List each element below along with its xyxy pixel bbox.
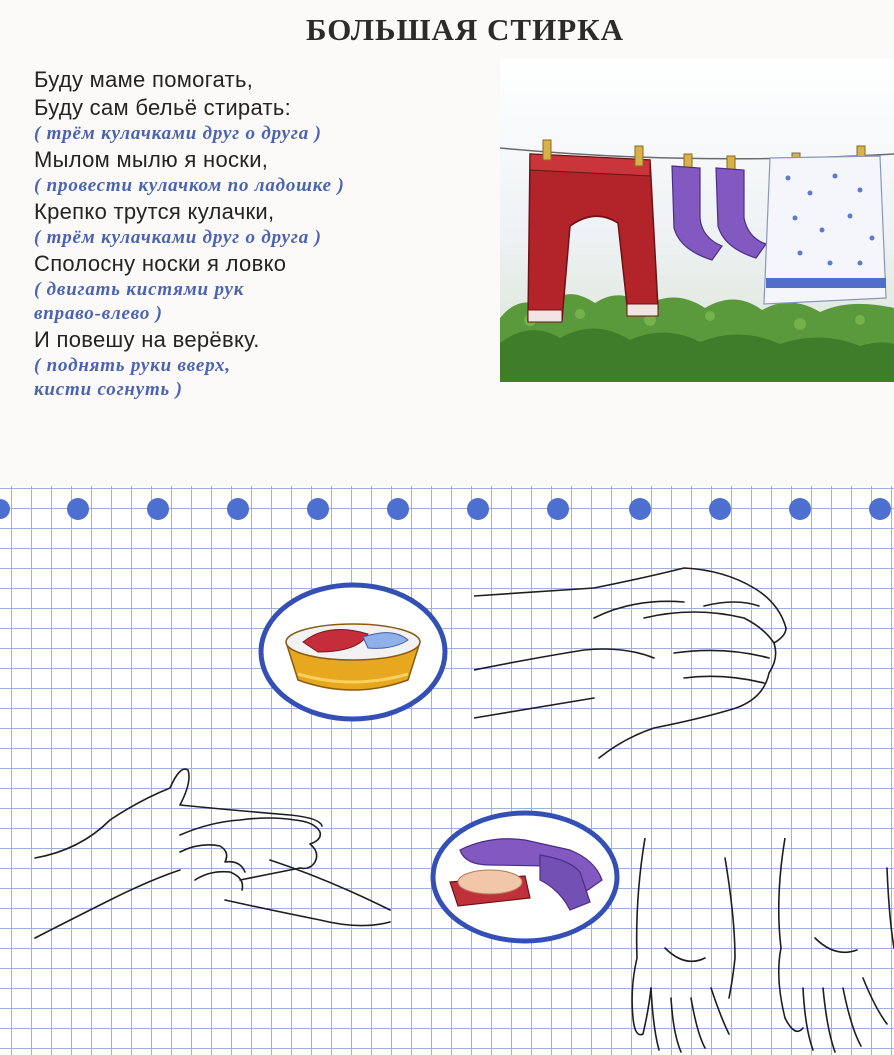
washing-basin-icon — [258, 582, 448, 722]
poem-instruction: ( двигать кистями рук — [34, 279, 245, 300]
poem-instruction: ( провести кулачком по ладошке ) — [34, 175, 345, 196]
soap-and-socks-icon — [430, 810, 620, 945]
poem-line: Мылом мылю я носки, — [34, 147, 269, 172]
poem — [34, 66, 504, 402]
fist-on-palm-hands-drawing — [474, 558, 794, 768]
poem-line: Крепко трутся кулачки, — [34, 199, 275, 224]
poem-line: Буду маме помогать, — [34, 67, 254, 92]
poem-line: Буду сам бельё стирать: — [34, 95, 292, 120]
hands-hanging-down-drawing — [625, 838, 894, 1055]
poem-instruction: вправо-влево ) — [34, 303, 163, 324]
poem-instruction: кисти согнуть ) — [34, 379, 183, 400]
poem-instruction: ( поднять руки вверх, — [34, 355, 231, 376]
laundry-line-illustration — [500, 58, 894, 382]
poem-line: Сполосну носки я ловко — [34, 251, 287, 276]
poem-instruction: ( трём кулачками друг о друга ) — [34, 123, 322, 144]
fists-rubbing-hands-drawing — [30, 760, 400, 950]
poem-line: И повешу на верёвку. — [34, 327, 260, 352]
page-title: БОЛЬШАЯ СТИРКА — [306, 12, 624, 47]
poem-instruction: ( трём кулачками друг о друга ) — [34, 227, 322, 248]
spiral-holes — [0, 497, 894, 521]
